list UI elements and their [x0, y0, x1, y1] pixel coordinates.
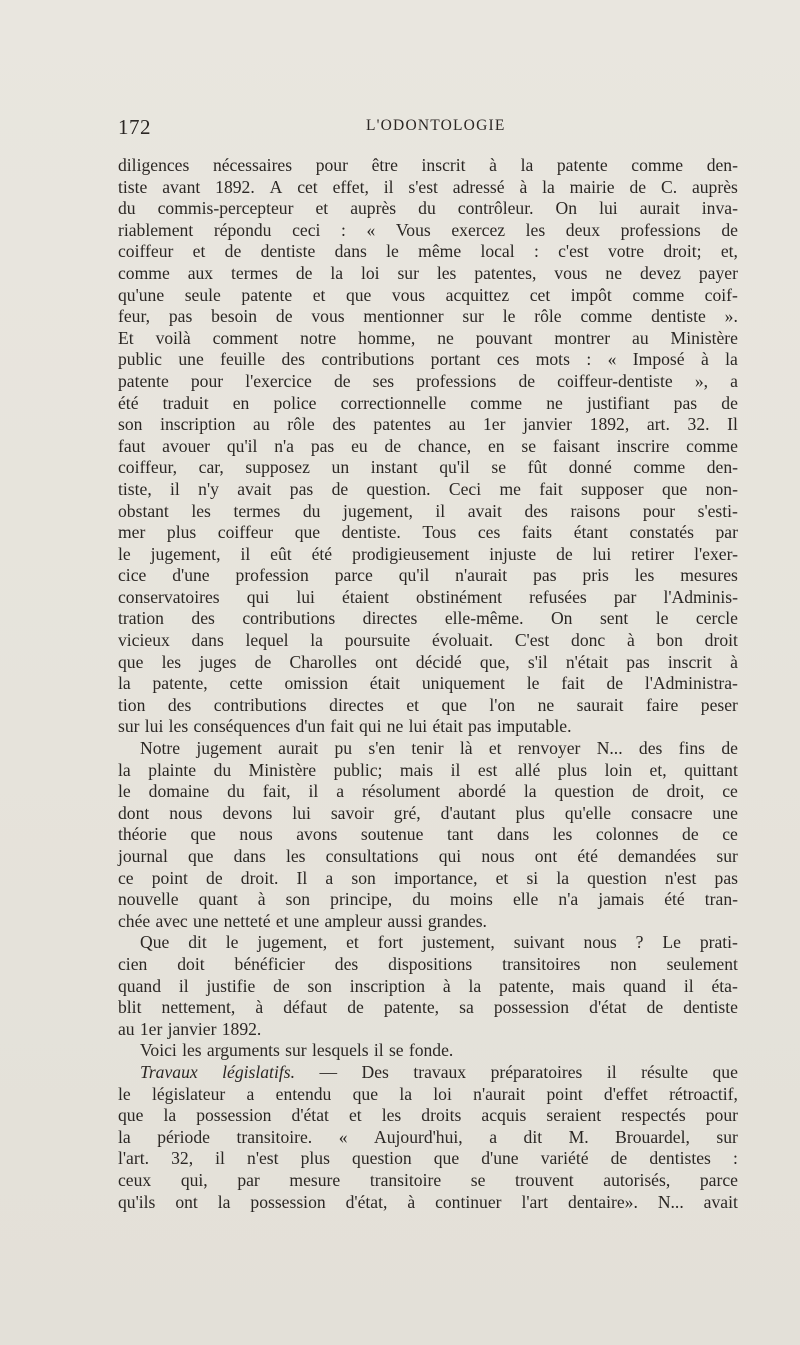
- text-line: conservatoires qui lui étaient obstinément refusées par l'Adminis-: [118, 586, 738, 607]
- text-line: Que dit le jugement, et fort justement, suivant nous ? Le prati-: [140, 932, 738, 953]
- text-line: Voici les arguments sur lesquels il se fonde.: [140, 1040, 454, 1061]
- text-line: été traduit en police correctionnelle comme ne justifiant pas de: [118, 392, 738, 413]
- text-line: tion des contributions directes et que l'on ne saurait faire peser: [118, 694, 738, 715]
- text-line: blit nettement, à défaut de patente, sa possession d'état de dentiste: [118, 997, 738, 1018]
- text-line: feur, pas besoin de vous mentionner sur le rôle comme dentiste ».: [118, 306, 738, 327]
- text-line: théorie que nous avons soutenue tant dans les colonnes de ce: [118, 824, 738, 845]
- text-line: chée avec une netteté et une ampleur aussi grandes.: [118, 910, 487, 931]
- text-line: au 1er janvier 1892.: [118, 1018, 262, 1039]
- text-line: dont nous devons lui savoir gré, d'autant plus qu'elle consacre une: [118, 802, 738, 823]
- text-line: le domaine du fait, il a résolument abordé la question de droit, ce: [118, 781, 738, 802]
- text-line: Notre jugement aurait pu s'en tenir là et renvoyer N... des fins de: [140, 738, 738, 759]
- text-line: coiffeur et de dentiste dans le même local : c'est votre droit; et,: [118, 241, 738, 262]
- text-line: diligences nécessaires pour être inscrit à la patente comme den-: [118, 155, 738, 175]
- text-line: Et voilà comment notre homme, ne pouvant montrer au Ministère: [118, 327, 738, 348]
- text-line: faut avouer qu'il n'a pas eu de chance, en se faisant inscrire comme: [118, 435, 738, 456]
- text-line: que les juges de Charolles ont décidé que, s'il n'était pas inscrit à: [118, 651, 738, 672]
- text-line: que la possession d'état et les droits acquis seraient respectés pour: [118, 1105, 738, 1126]
- text-line: ceux qui, par mesure transitoire se trouvent autorisés, parce: [118, 1169, 738, 1190]
- running-title: L'ODONTOLOGIE: [366, 117, 506, 134]
- text-line: le législateur a entendu que la loi n'aurait point d'effet rétroactif,: [118, 1083, 738, 1104]
- text-line: tiste, il n'y avait pas de question. Ceci me fait supposer que non-: [118, 478, 738, 499]
- text-line: qu'ils ont la possession d'état, à continuer l'art dentaire». N... avait: [118, 1191, 738, 1212]
- text-line: l'art. 32, il n'est plus question que d'une variété de dentistes :: [118, 1148, 738, 1169]
- text-line: public une feuille des contributions portant ces mots : « Imposé à la: [118, 349, 738, 370]
- text-line: obstant les termes du jugement, il avait des raisons pour s'esti-: [118, 500, 738, 521]
- text-line: qu'une seule patente et que vous acquittez cet impôt comme coif-: [118, 284, 738, 305]
- text-line: ce point de droit. Il a son importance, et si la question n'est pas: [118, 867, 738, 888]
- text-line: la période transitoire. « Aujourd'hui, a dit M. Brouardel, sur: [118, 1126, 738, 1147]
- text-line: du commis-percepteur et auprès du contrôleur. On lui aurait inva-: [118, 198, 738, 219]
- text-line: comme aux termes de la loi sur les patentes, vous ne devez payer: [118, 262, 738, 283]
- text-line: nouvelle quant à son principe, du moins elle n'a jamais été tran-: [118, 889, 738, 910]
- text-line: vicieux dans lequel la poursuite évoluait. C'est donc à bon droit: [118, 630, 738, 651]
- text-line: tration des contributions directes elle-même. On sent le cercle: [118, 608, 738, 629]
- text-line: cice d'une profession parce qu'il n'aurait pas pris les mesures: [118, 565, 738, 586]
- text-line: coiffeur, car, supposez un instant qu'il se fût donné comme den-: [118, 457, 738, 478]
- text-line: son inscription au rôle des patentes au 1er janvier 1892, art. 32. Il: [118, 414, 738, 435]
- text-line: cien doit bénéficier des dispositions transitoires non seulement: [118, 953, 738, 974]
- text-line: tiste avant 1892. A cet effet, il s'est adressé à la mairie de C. auprès: [118, 176, 738, 197]
- text-line: sur lui les conséquences d'un fait qui ne lui était pas imputable.: [118, 716, 572, 737]
- body-text: [118, 155, 738, 1213]
- text-line: le jugement, il eût été prodigieusement injuste de lui retirer l'exer-: [118, 543, 738, 564]
- page-header: [118, 115, 738, 145]
- text-line: quand il justifie de son inscription à la patente, mais quand il éta-: [118, 975, 738, 996]
- text-line: journal que dans les consultations qui nous ont été demandées sur: [118, 846, 738, 866]
- text-line: patente pour l'exercice de ses professions de coiffeur-dentiste », a: [118, 370, 738, 391]
- text-line: la patente, cette omission était uniquement le fait de l'Administra-: [118, 673, 738, 694]
- text-line: la plainte du Ministère public; mais il est allé plus loin et, quittant: [118, 759, 738, 780]
- text-line: Travaux législatifs. — Des travaux préparatoires il résulte que: [140, 1061, 738, 1082]
- text-line: mer plus coiffeur que dentiste. Tous ces faits étant constatés par: [118, 522, 738, 543]
- page-number: 172: [118, 115, 151, 139]
- text-line: riablement répondu ceci : « Vous exercez les deux professions de: [118, 219, 738, 240]
